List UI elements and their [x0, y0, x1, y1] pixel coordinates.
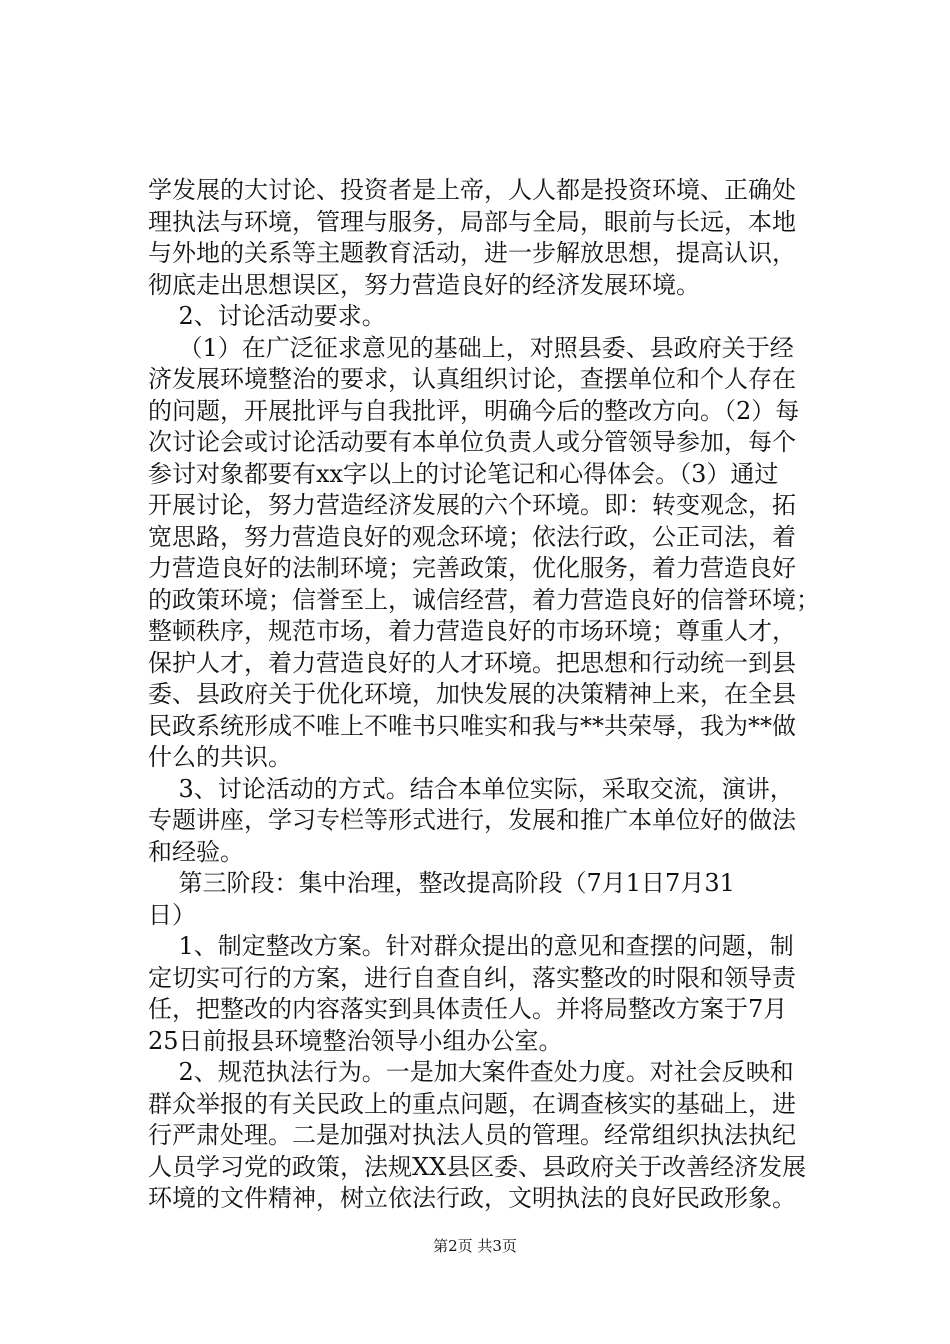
page-number-label: 第2页 共3页 [433, 1237, 517, 1255]
text-line: 环境的文件精神，树立依法行政，文明执法的良好民政形象。 [148, 1184, 796, 1212]
text-line: 25日前报县环境整治领导小组办公室。 [148, 1026, 563, 1055]
text-line: 群众举报的有关民政上的重点问题，在调查核实的基础上，进 [148, 1089, 796, 1118]
text-line: 人员学习党的政策，法规XX县区委、县政府关于改善经济发展 [148, 1152, 807, 1181]
text-line: 民政系统形成不唯上不唯书只唯实和我与**共荣辱，我为**做 [148, 711, 796, 740]
text-line: 3、讨论活动的方式。结合本单位实际，采取交流，演讲， [148, 774, 794, 803]
text-line: 日） [148, 900, 196, 929]
text-line: 定切实可行的方案，进行自查自纠，落实整改的时限和领导责 [148, 963, 796, 992]
text-line: 参讨对象都要有xx字以上的讨论笔记和心得体会。（3）通过 [148, 459, 779, 488]
text-line: 彻底走出思想误区，努力营造良好的经济发展环境。 [148, 270, 700, 299]
text-line: 和经验。 [148, 837, 244, 866]
text-line: 什么的共识。 [148, 743, 292, 771]
text-line: 与外地的关系等主题教育活动，进一步解放思想，提高认识， [148, 239, 796, 267]
text-line: 的问题，开展批评与自我批评，明确今后的整改方向。（2）每 [148, 396, 800, 425]
text-line: 任，把整改的内容落实到具体责任人。并将局整改方案于7月 [148, 995, 788, 1023]
text-line: 力营造良好的法制环境；完善政策，优化服务，着力营造良好 [148, 554, 796, 582]
text-line: 学发展的大讨论、投资者是上帝，人人都是投资环境、正确处 [148, 176, 796, 204]
text-line: 济发展环境整治的要求，认真组织讨论，查摆单位和个人存在 [148, 365, 796, 393]
text-line: 第三阶段：集中治理，整改提高阶段（7月1日7月31 [148, 869, 735, 897]
page-footer [0, 1236, 950, 1256]
text-line: 理执法与环境，管理与服务，局部与全局，眼前与长远，本地 [148, 207, 796, 236]
text-line: 委、县政府关于优化环境，加快发展的决策精神上来，在全县 [148, 680, 796, 708]
text-line: 2、讨论活动要求。 [148, 302, 386, 330]
text-line: 行严肃处理。二是加强对执法人员的管理。经常组织执法执纪 [148, 1121, 796, 1149]
text-line: 开展讨论，努力营造经济发展的六个环境。即：转变观念，拓 [148, 491, 796, 519]
text-line: 1、制定整改方案。针对群众提出的意见和查摆的问题，制 [148, 932, 794, 960]
text-line: 宽思路，努力营造良好的观念环境；依法行政，公正司法，着 [148, 522, 796, 551]
text-line: 专题讲座，学习专栏等形式进行，发展和推广本单位好的做法 [148, 806, 796, 834]
text-line: 2、规范执法行为。一是加大案件查处力度。对社会反映和 [148, 1058, 794, 1086]
text-line: 整顿秩序，规范市场，着力营造良好的市场环境；尊重人才， [148, 617, 796, 645]
text-line: （1）在广泛征求意见的基础上，对照县委、县政府关于经 [148, 333, 794, 362]
text-line: 保护人才，着力营造良好的人才环境。把思想和行动统一到县 [148, 648, 796, 677]
text-line: 的政策环境；信誉至上，诚信经营，着力营造良好的信誉环境； [148, 585, 820, 614]
text-line: 次讨论会或讨论活动要有本单位负责人或分管领导参加，每个 [148, 428, 796, 456]
body-text [148, 175, 848, 1215]
